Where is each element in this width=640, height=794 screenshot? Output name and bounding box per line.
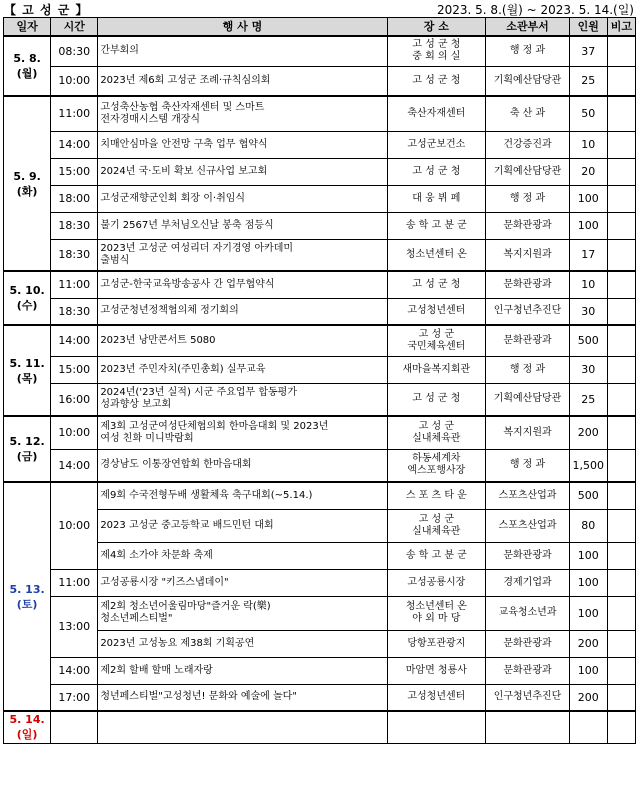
row-title: 청년페스티벌"고성청년! 문화와 예술에 놀다" (98, 684, 387, 711)
row-time: 08:30 (51, 36, 98, 66)
row-place (387, 711, 486, 743)
row-time: 11:00 (51, 569, 98, 596)
row-time: 10:00 (51, 482, 98, 569)
row-place: 고 성 군 청 (387, 383, 486, 416)
row-place: 축산자재센터 (387, 96, 486, 131)
table-row (4, 569, 636, 596)
row-title: 간부회의 (98, 36, 387, 66)
row-time: 18:30 (51, 239, 98, 271)
row-count: 30 (569, 356, 607, 383)
row-note (607, 271, 635, 298)
col-dept: 소관부서 (486, 18, 570, 37)
row-title: 경상남도 이통장연합회 한마음대회 (98, 449, 387, 482)
row-place: 송 학 고 분 군 (387, 212, 486, 239)
table-row (4, 325, 636, 356)
row-dept: 인구청년추진단 (486, 298, 570, 325)
row-note (607, 356, 635, 383)
row-note (607, 185, 635, 212)
row-count: 200 (569, 684, 607, 711)
table-row (4, 158, 636, 185)
row-note (607, 630, 635, 657)
col-place: 장 소 (387, 18, 486, 37)
table-row (4, 482, 636, 509)
table-row (4, 416, 636, 449)
row-title: 고성군-한국교육방송공사 간 업무협약식 (98, 271, 387, 298)
row-dept: 문화관광과 (486, 271, 570, 298)
row-title: 2024년 국·도비 확보 신규사업 보고회 (98, 158, 387, 185)
row-place: 새마을복지회관 (387, 356, 486, 383)
row-note (607, 131, 635, 158)
row-count: 50 (569, 96, 607, 131)
row-time: 10:00 (51, 416, 98, 449)
row-time: 11:00 (51, 96, 98, 131)
row-count: 17 (569, 239, 607, 271)
table-row (4, 356, 636, 383)
row-note (607, 542, 635, 569)
row-title: 고성공룡시장 "키즈스냅데이" (98, 569, 387, 596)
row-note (607, 657, 635, 684)
row-dept: 교육청소년과 (486, 596, 570, 630)
row-title: 2023년 고성군 여성리더 자기경영 아카데미 출범식 (98, 239, 387, 271)
row-title: 치매안심마을 안전망 구축 업무 협약식 (98, 131, 387, 158)
row-note (607, 596, 635, 630)
row-title: 고성군재향군인회 회장 이·취임식 (98, 185, 387, 212)
row-note (607, 239, 635, 271)
table-row (4, 298, 636, 325)
table-row (4, 630, 636, 657)
row-count: 20 (569, 158, 607, 185)
table-row (4, 66, 636, 96)
row-dept: 복지지원과 (486, 416, 570, 449)
date-mon: 5. 8. (월) (4, 36, 51, 96)
row-count: 500 (569, 482, 607, 509)
table-row (4, 657, 636, 684)
date-sat: 5. 13. (토) (4, 482, 51, 711)
row-count: 200 (569, 416, 607, 449)
row-place: 고 성 군 청 (387, 66, 486, 96)
row-count: 1,500 (569, 449, 607, 482)
table-row (4, 212, 636, 239)
row-dept: 행 정 과 (486, 185, 570, 212)
row-title: 불기 2567년 부처님오신날 봉축 점등식 (98, 212, 387, 239)
col-event: 행 사 명 (98, 18, 387, 37)
row-count: 100 (569, 212, 607, 239)
table-row (4, 449, 636, 482)
row-dept: 문화관광과 (486, 657, 570, 684)
row-note (607, 711, 635, 743)
row-dept: 문화관광과 (486, 630, 570, 657)
row-note (607, 36, 635, 66)
row-place: 송 학 고 분 군 (387, 542, 486, 569)
row-title: 2023년 낭만콘서트 5080 (98, 325, 387, 356)
row-count: 100 (569, 596, 607, 630)
table-row (4, 542, 636, 569)
row-title: 2023년 제6회 고성군 조례·규칙심의회 (98, 66, 387, 96)
row-count: 500 (569, 325, 607, 356)
row-place: 하동세계차 엑스포행사장 (387, 449, 486, 482)
row-dept: 복지지원과 (486, 239, 570, 271)
row-title: 2024년('23년 실적) 시군 주요업무 합동평가 성과향상 보고회 (98, 383, 387, 416)
row-count: 100 (569, 569, 607, 596)
row-dept: 문화관광과 (486, 325, 570, 356)
row-time: 10:00 (51, 66, 98, 96)
table-header-row (4, 18, 636, 37)
row-time: 18:30 (51, 212, 98, 239)
row-place: 고 성 군 국민체육센터 (387, 325, 486, 356)
row-dept: 기획예산담당관 (486, 66, 570, 96)
row-place: 고성청년센터 (387, 684, 486, 711)
row-dept: 행 정 과 (486, 36, 570, 66)
row-note (607, 569, 635, 596)
col-date: 일자 (4, 18, 51, 37)
table-row (4, 96, 636, 131)
row-time (51, 711, 98, 743)
row-time: 14:00 (51, 657, 98, 684)
row-title: 고성군청년정책협의체 정기회의 (98, 298, 387, 325)
row-title: 2023 고성군 중고등학교 배드민턴 대회 (98, 509, 387, 542)
row-dept: 기획예산담당관 (486, 383, 570, 416)
period-range: 2023. 5. 8.(월) ~ 2023. 5. 14.(일) (437, 3, 634, 17)
row-dept: 기획예산담당관 (486, 158, 570, 185)
col-note: 비고 (607, 18, 635, 37)
row-count: 80 (569, 509, 607, 542)
row-note (607, 684, 635, 711)
date-sun: 5. 14. (일) (4, 711, 51, 743)
table-row (4, 509, 636, 542)
row-dept: 인구청년추진단 (486, 684, 570, 711)
row-title: 고성축산농협 축산자재센터 및 스마트 전자경매시스템 개장식 (98, 96, 387, 131)
row-time: 14:00 (51, 131, 98, 158)
row-dept: 경제기업과 (486, 569, 570, 596)
row-place: 스 포 츠 타 운 (387, 482, 486, 509)
table-row (4, 36, 636, 66)
row-note (607, 482, 635, 509)
row-time: 16:00 (51, 383, 98, 416)
row-title: 2023년 고성농요 제38회 기획공연 (98, 630, 387, 657)
row-time: 18:30 (51, 298, 98, 325)
row-title: 제2회 청소년어울림마당"즐거운 락(樂) 청소년페스티벌" (98, 596, 387, 630)
col-time: 시간 (51, 18, 98, 37)
row-title: 2023년 주민자치(주민총회) 실무교육 (98, 356, 387, 383)
table-row (4, 383, 636, 416)
row-time: 14:00 (51, 325, 98, 356)
row-dept: 스포츠산업과 (486, 482, 570, 509)
row-note (607, 416, 635, 449)
row-place: 당항포관광지 (387, 630, 486, 657)
row-note (607, 158, 635, 185)
row-count (569, 711, 607, 743)
row-count: 25 (569, 66, 607, 96)
row-title: 제4회 소가야 차문화 축제 (98, 542, 387, 569)
row-note (607, 212, 635, 239)
row-time: 17:00 (51, 684, 98, 711)
row-title: 제2회 할배 할매 노래자랑 (98, 657, 387, 684)
row-dept: 스포츠산업과 (486, 509, 570, 542)
row-count: 25 (569, 383, 607, 416)
table-row (4, 271, 636, 298)
row-count: 37 (569, 36, 607, 66)
table-row (4, 684, 636, 711)
row-count: 30 (569, 298, 607, 325)
date-thu: 5. 11. (목) (4, 325, 51, 416)
row-dept: 행 정 과 (486, 449, 570, 482)
row-place: 고 성 군 실내체육관 (387, 416, 486, 449)
org-name: 【 고 성 군 】 (4, 3, 89, 17)
row-time: 13:00 (51, 596, 98, 657)
schedule-table (3, 17, 636, 744)
row-count: 10 (569, 131, 607, 158)
row-title (98, 711, 387, 743)
row-note (607, 509, 635, 542)
row-title: 제3회 고성군여성단체협의회 한마음대회 및 2023년 여성 친화 미니박람회 (98, 416, 387, 449)
row-count: 10 (569, 271, 607, 298)
row-note (607, 96, 635, 131)
row-time: 18:00 (51, 185, 98, 212)
row-place: 고 성 군 청 (387, 158, 486, 185)
date-wed: 5. 10. (수) (4, 271, 51, 325)
row-place: 고 성 군 청 중 회 의 실 (387, 36, 486, 66)
table-row (4, 185, 636, 212)
row-time: 14:00 (51, 449, 98, 482)
row-time: 15:00 (51, 356, 98, 383)
row-place: 청소년센터 온 야 외 마 당 (387, 596, 486, 630)
row-note (607, 298, 635, 325)
row-time: 11:00 (51, 271, 98, 298)
row-place: 대 웅 뷔 페 (387, 185, 486, 212)
table-row (4, 596, 636, 630)
row-dept (486, 711, 570, 743)
row-dept: 행 정 과 (486, 356, 570, 383)
row-place: 고 성 군 청 (387, 271, 486, 298)
row-note (607, 383, 635, 416)
row-place: 마암면 청룡사 (387, 657, 486, 684)
row-dept: 문화관광과 (486, 542, 570, 569)
table-row (4, 131, 636, 158)
row-count: 100 (569, 542, 607, 569)
row-place: 고성군보건소 (387, 131, 486, 158)
row-note (607, 66, 635, 96)
row-count: 100 (569, 185, 607, 212)
row-count: 100 (569, 657, 607, 684)
row-place: 고성청년센터 (387, 298, 486, 325)
row-place: 청소년센터 온 (387, 239, 486, 271)
date-tue: 5. 9. (화) (4, 96, 51, 271)
row-time: 15:00 (51, 158, 98, 185)
row-dept: 건강증진과 (486, 131, 570, 158)
row-dept: 문화관광과 (486, 212, 570, 239)
row-count: 200 (569, 630, 607, 657)
table-row (4, 711, 636, 743)
col-count: 인원 (569, 18, 607, 37)
row-note (607, 325, 635, 356)
document-header (0, 0, 640, 17)
table-row (4, 239, 636, 271)
row-title: 제9회 수국전형두배 생활체육 축구대회(~5.14.) (98, 482, 387, 509)
row-note (607, 449, 635, 482)
date-fri: 5. 12. (금) (4, 416, 51, 482)
row-place: 고 성 군 실내체육관 (387, 509, 486, 542)
row-place: 고성공룡시장 (387, 569, 486, 596)
row-dept: 축 산 과 (486, 96, 570, 131)
